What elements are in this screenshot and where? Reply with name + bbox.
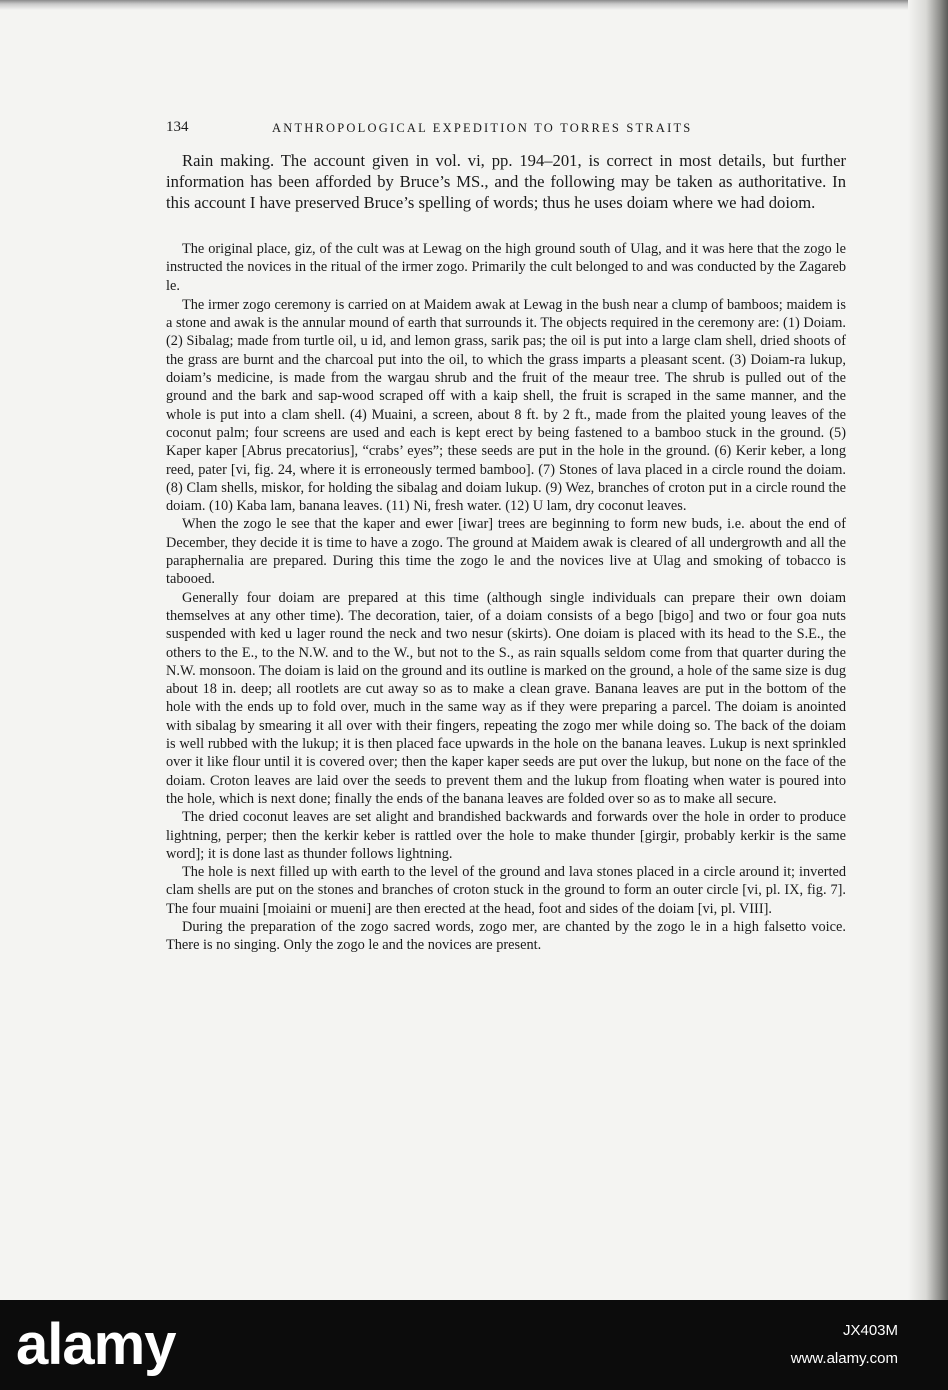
site-url: www.alamy.com — [790, 1350, 898, 1367]
paragraph: During the preparation of the zogo sacred words, zogo mer, are chanted by the zogo le in a high falsetto voice. There is no singing. Only the zogo le and the novices are present. — [166, 918, 846, 954]
running-head: ANTHROPOLOGICAL EXPEDITION TO TORRES STRAITS — [272, 121, 693, 135]
paragraph: The original place, giz, of the cult was at Lewag on the high ground south of Ulag, and it was here that the zogo le instructed the novices in the ritual of the irmer zogo. Primarily the cult belonged to and was conducted by the Zagareb le. — [166, 241, 846, 294]
scan-right-edge — [908, 0, 948, 1300]
page-number: 134 — [166, 119, 189, 135]
paragraph: The hole is next filled up with earth to the level of the ground and lava stones placed in a circle around it; inverted clam shells are put on the stones and branches of croton stuck in the ground to form an outer circle [vi, pl. IX, fig. 7]. The four muaini [moiaini or mueni] are then erected at the head, foot and sides of the doiam [vi, pl. VIII]. — [166, 864, 846, 917]
image-id: JX403M — [842, 1322, 898, 1339]
paragraph: The dried coconut leaves are set alight and brandished backwards and forwards over the hole in order to produce lightning, perper; then the kerkir keber is rattled over the hole to make thunder [girgir, probably kerkir is the same word]; it is done last as thunder follows lightning. — [166, 809, 846, 862]
paragraph: The irmer zogo ceremony is carried on at Maidem awak at Lewag in the bush near a clump of bamboos; maidem is a stone and awak is the annular mound of earth that surrounds it. The objects required in the ceremony are: (1) Doiam. (2) Sibalag; made from turtle oil, u id, and lemon grass, sarik pas; the oil is put into a large clam shell, dried shoots of the grass are burnt and the charcoal put into the oil, to which the grass imparts a pleasant scent. (3) Doiam-ra lukup, doiam’s medicine, is made from the wargau shrub and the fruit of the meaur tree. The shrub is pulled out of the ground and the bark and sap-wood scraped off with a kaip shell, the fruit is scraped in the same manner, and the whole is put into a clam shell. (4) Muaini, a screen, about 8 ft. by 2 ft., made from the plaited young leaves of the coconut palm; four screens are used and each is kept erect by being fastened to a bamboo stuck in the ground. (5) Kaper kaper [Abrus precatorius], “crabs’ eyes”; these seeds are put in the hole in the ground. (6) Kerir keber, a long reed, pater [vi, fig. 24, where it is erroneously termed bamboo]. (7) Stones of lava placed in a circle round the doiam. (8) Clam shells, miskor, for holding the sibalag and doiam lukup. (9) Wez, branches of croton put in a circle round the doiam. (10) Kaba lam, banana leaves. (11) Ni, fresh water. (12) U lam, dry coconut leaves. — [166, 296, 846, 515]
lead-paragraph: Rain making. The account given in vol. vi, pp. 194–201, is correct in most details, but further information has been afforded by Bruce’s MS., and the following may be taken as authoritative. In this account I have preserved Bruce’s spelling of words; thus he uses doiam where we had doiom. — [166, 151, 846, 212]
body-text — [166, 240, 846, 955]
scan-top-edge — [0, 0, 948, 10]
page-header — [166, 119, 846, 139]
alamy-logo: alamy — [16, 1312, 176, 1377]
paragraph: When the zogo le see that the kaper and ewer [iwar] trees are beginning to form new buds, i.e. about the end of December, they decide it is time to have a zogo. The ground at Maidem awak is cleared of all undergrowth and all the paraphernalia are prepared. During this time the zogo le and the novices live at Ulag and smoking of tobacco is tabooed. — [166, 516, 846, 588]
paragraph: Generally four doiam are prepared at this time (although single individuals can prepare their own doiam themselves at any other time). The decoration, taier, of a doiam consists of a bego [bigo] and two or four goa nuts suspended with ked u lager round the neck and two nesur (skirts). One doiam is placed with its head to the S.E., the others to the E., to the N.W. and to the W., but not to the S., as rain squalls seldom come from that quarter during the N.W. monsoon. The doiam is laid on the ground and its outline is marked on the ground, a hole of the same size is dug about 18 in. deep; all rootlets are cut away so as to make a clean grave. Banana leaves are put in the bottom of the hole with the ends up to fold over, much in the same way as if they were preparing a parcel. The doiam is anointed with sibalag by smearing it all over with their fingers, repeating the zogo mer while doing so. The back of the doiam is well rubbed with the lukup; it is then placed face upwards in the hole on the banana leaves. Lukup is next sprinkled over it like flour until it is covered over; then the kaper kaper seeds are put over the lukup, but none on the face of the doiam. Croton leaves are laid over the seeds to prevent them and the lukup from floating when water is poured into the hole, which is next done; finally the ends of the banana leaves are folded over so as to make all secure. — [166, 589, 846, 807]
